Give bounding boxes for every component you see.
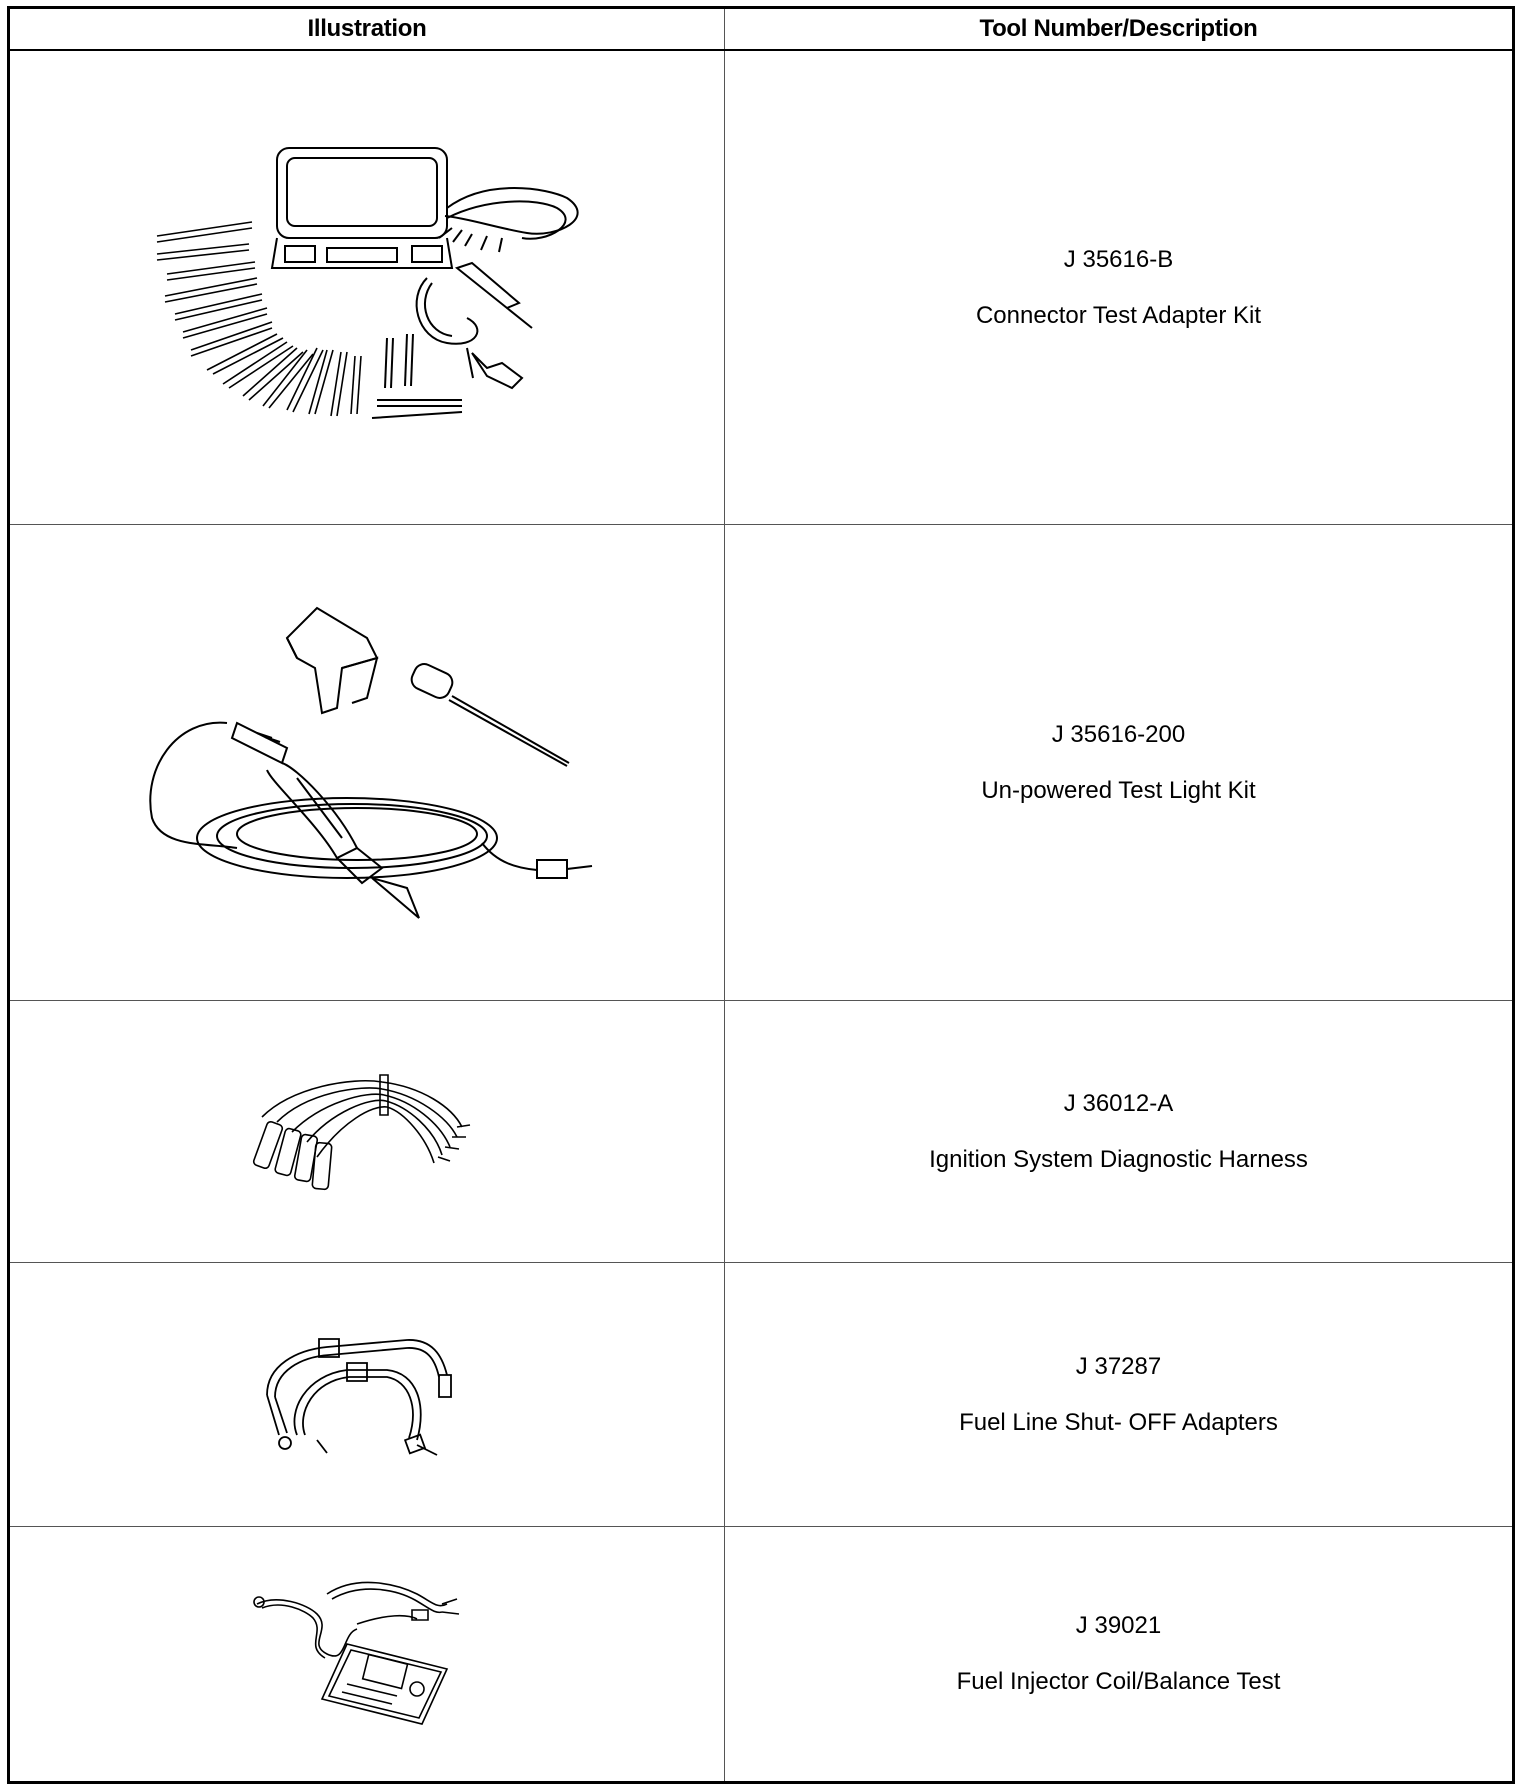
tool-description-cell — [724, 1001, 1512, 1262]
tool-description: Fuel Injector Coil/Balance Test — [956, 1668, 1281, 1695]
tool-description-cell — [724, 525, 1512, 1000]
illustration-cell — [10, 525, 724, 1000]
connector-test-adapter-kit-icon — [127, 138, 607, 438]
tool-number: J 35616-200 — [1051, 720, 1186, 748]
table-row — [10, 51, 1512, 525]
tool-description: Un-powered Test Light Kit — [981, 776, 1256, 804]
test-light-kit-icon — [137, 598, 597, 928]
table-row — [10, 525, 1512, 1001]
illustration-cell — [10, 51, 724, 524]
illustration-cell — [10, 1527, 724, 1781]
illustration-cell — [10, 1263, 724, 1526]
tool-number: J 37287 — [1075, 1352, 1162, 1380]
header-illustration: Illustration — [307, 15, 427, 42]
header-tool-number: Tool Number/Description — [724, 9, 1512, 49]
diagnostic-harness-icon — [252, 1067, 482, 1197]
table-row — [10, 1001, 1512, 1263]
table-row — [10, 1263, 1512, 1527]
tool-number: J 36012-A — [1063, 1089, 1174, 1117]
tool-number: J 35616-B — [1063, 245, 1174, 273]
injector-tester-icon — [247, 1574, 487, 1734]
tool-number: J 39021 — [1075, 1612, 1162, 1639]
tool-description: Ignition System Diagnostic Harness — [929, 1145, 1308, 1173]
tool-description-cell — [724, 1263, 1512, 1526]
tool-description-cell — [724, 51, 1512, 524]
illustration-cell — [10, 1001, 724, 1262]
tool-description: Fuel Line Shut- OFF Adapters — [959, 1408, 1278, 1436]
tool-description: Connector Test Adapter Kit — [975, 301, 1262, 329]
table-header-row — [10, 9, 1512, 51]
tool-description-cell — [724, 1527, 1512, 1781]
fuel-line-adapters-icon — [257, 1325, 477, 1465]
tools-table — [7, 6, 1515, 1784]
table-row — [10, 1527, 1512, 1781]
